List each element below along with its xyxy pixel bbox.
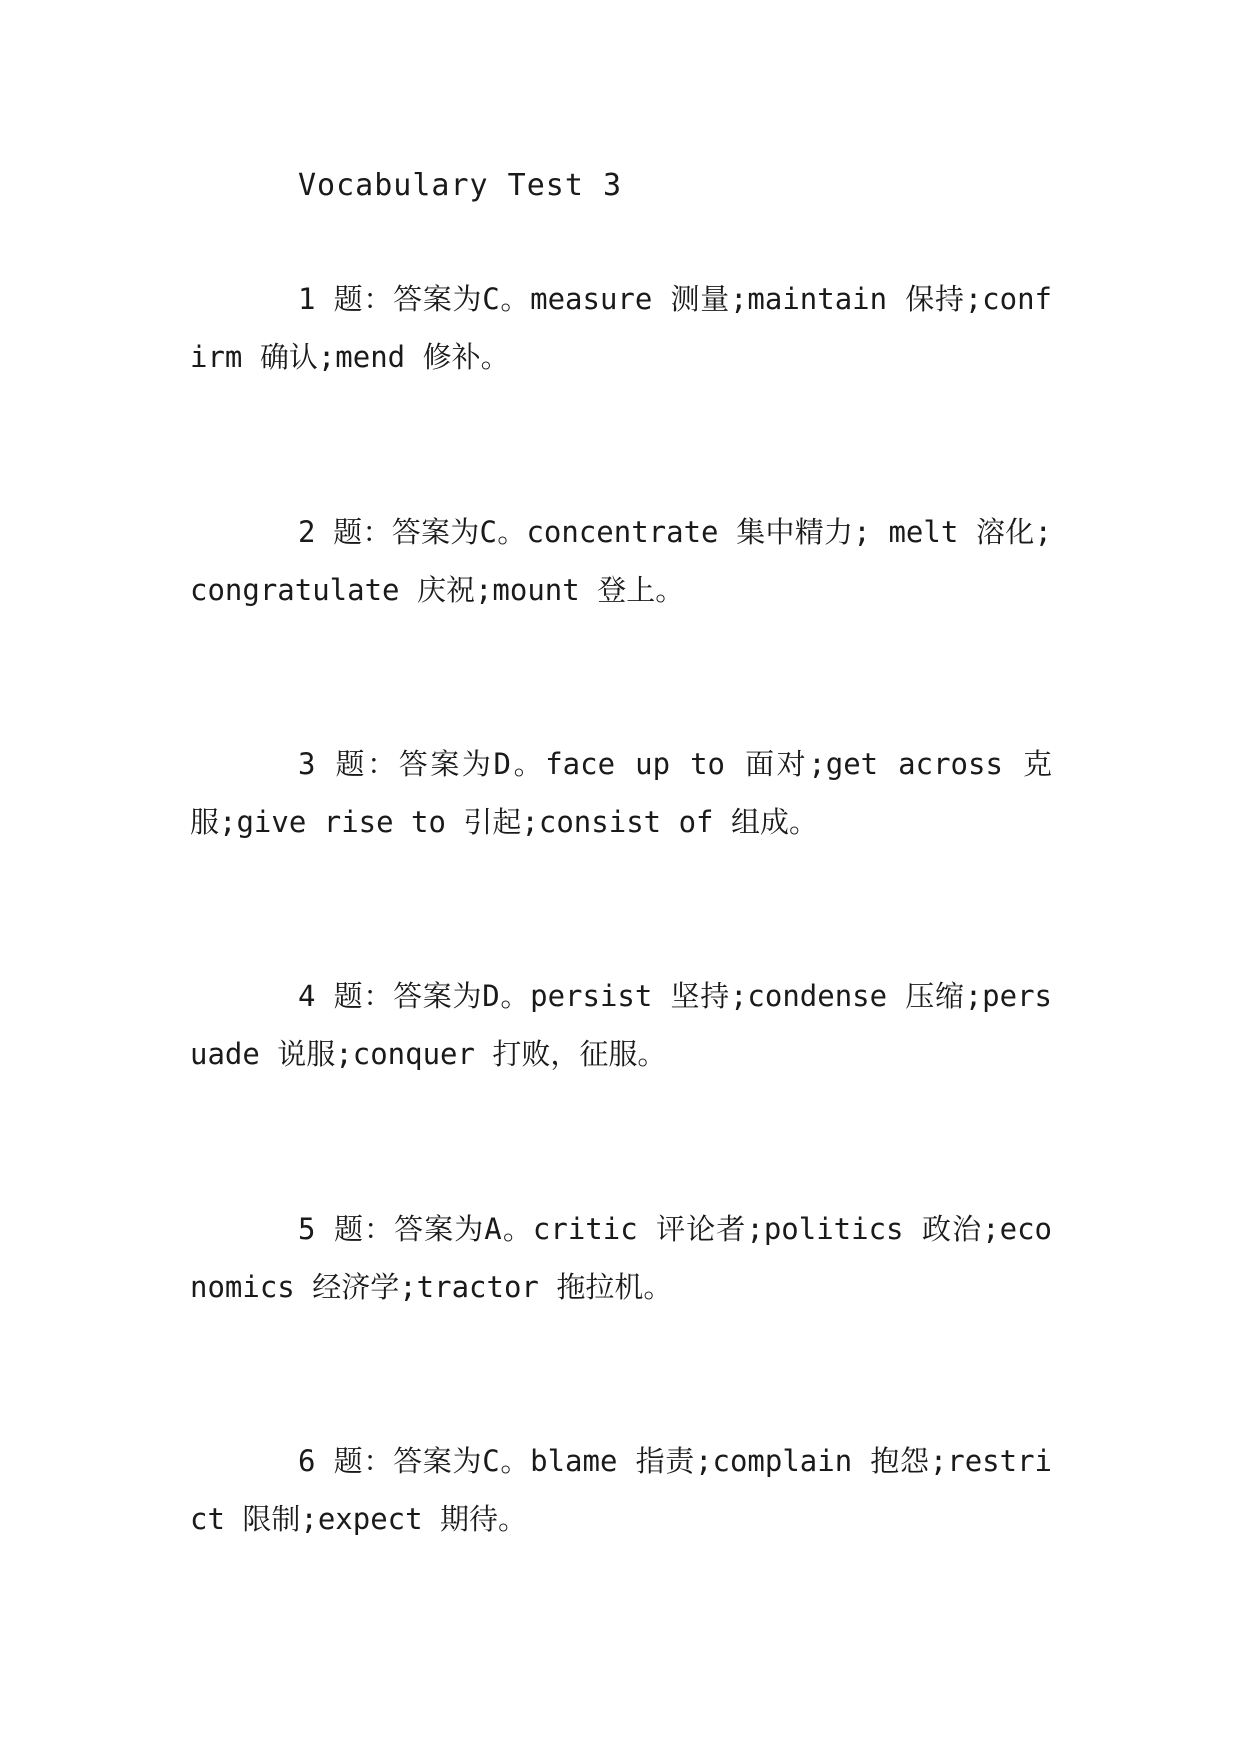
answer-item-1: 1 题：答案为C。measure 测量;maintain 保持;confirm 确认;mend 修补。 bbox=[190, 282, 1052, 374]
answer-item-3: 3 题：答案为D。face up to 面对;get across 克服;give rise to 引起;consist of 组成。 bbox=[190, 747, 1052, 839]
answer-item-4: 4 题：答案为D。persist 坚持;condense 压缩;persuade 说服;conquer 打败，征服。 bbox=[190, 979, 1052, 1071]
answer-item-5: 5 题：答案为A。critic 评论者;politics 政治;economics 经济学;tractor 拖拉机。 bbox=[190, 1212, 1052, 1304]
answer-item-6: 6 题：答案为C。blame 指责;complain 抱怨;restrict 限制;expect 期待。 bbox=[190, 1444, 1052, 1536]
document-title: Vocabulary Test 3 bbox=[298, 168, 623, 203]
answer-item-2: 2 题：答案为C。concentrate 集中精力; melt 溶化;congratulate 庆祝;mount 登上。 bbox=[190, 515, 1052, 607]
